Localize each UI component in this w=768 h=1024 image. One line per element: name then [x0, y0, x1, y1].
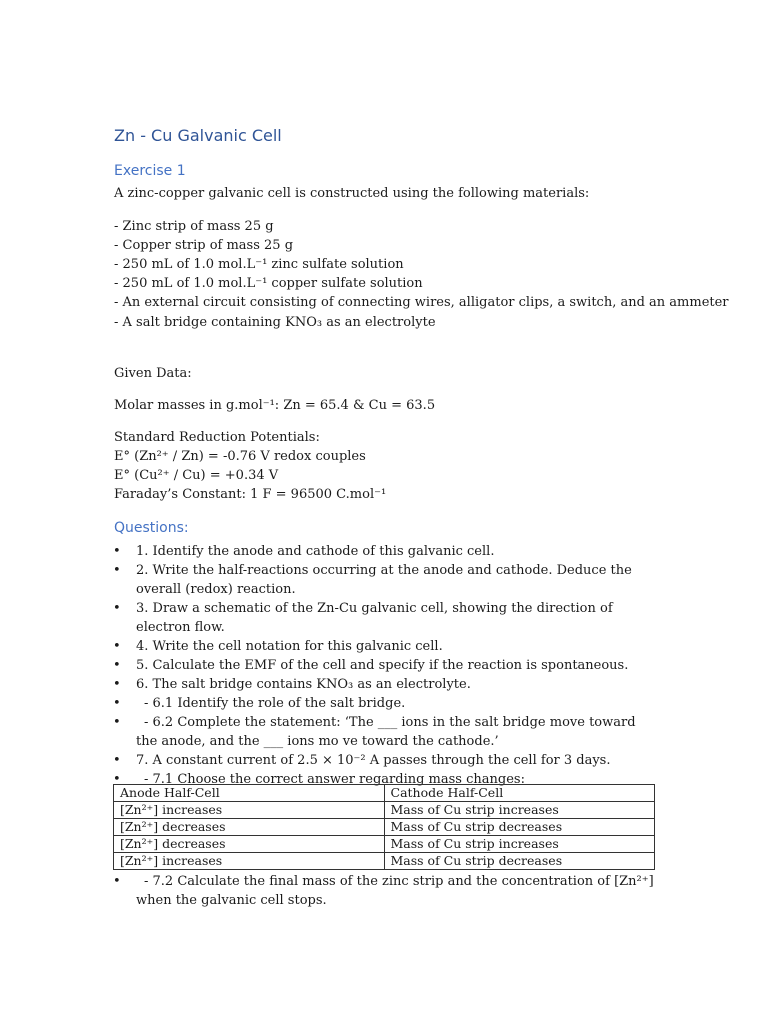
- table-row: [114, 802, 655, 819]
- question-text: - 7.2 Calculate the final mass of the zinc strip and the concentration of [Zn²⁺] when the galvanic cell stops.: [136, 874, 654, 908]
- material-item: - Copper strip of mass 25 g: [114, 238, 294, 253]
- material-item: - An external circuit consisting of connecting wires, alligator clips, a switch, and an ammeter: [114, 295, 729, 310]
- question-text: 6. The salt bridge contains KNO₃ as an electrolyte.: [136, 677, 471, 692]
- mass-changes-table: [113, 784, 655, 870]
- table-cell: Mass of Cu strip increases: [384, 836, 655, 853]
- list-item: [0, 751, 656, 770]
- molar-masses: Molar masses in g.mol⁻¹: Zn = 65.4 & Cu = 63.5: [114, 398, 436, 413]
- document-title: Zn - Cu Galvanic Cell: [114, 126, 282, 145]
- bullet-icon: •: [113, 696, 121, 711]
- question-text: 5. Calculate the EMF of the cell and specify if the reaction is spontaneous.: [136, 658, 629, 673]
- table-cell: [Zn²⁺] increases: [114, 853, 385, 870]
- bullet-icon: •: [113, 772, 121, 787]
- questions-list: [0, 542, 768, 789]
- bullet-icon: •: [113, 563, 121, 578]
- table-cell: Mass of Cu strip increases: [384, 802, 655, 819]
- table-cell: [Zn²⁺] decreases: [114, 819, 385, 836]
- questions-heading: Questions:: [114, 520, 189, 536]
- bullet-icon: •: [113, 677, 121, 692]
- table-row: [114, 853, 655, 870]
- srp-label: Standard Reduction Potentials:: [114, 430, 320, 445]
- bullet-icon: •: [113, 601, 121, 616]
- question-text: 2. Write the half-reactions occurring at the anode and cathode. Deduce the overall (redox) reaction.: [136, 563, 632, 597]
- list-item: [0, 561, 656, 599]
- table-cell: Mass of Cu strip decreases: [384, 853, 655, 870]
- bullet-icon: •: [113, 544, 121, 559]
- list-item: [0, 713, 656, 751]
- table-cell: Mass of Cu strip decreases: [384, 819, 655, 836]
- table-header-row: [114, 785, 655, 802]
- table-header: Anode Half-Cell: [114, 785, 385, 802]
- bullet-icon: •: [113, 753, 121, 768]
- bullet-icon: •: [113, 639, 121, 654]
- bullet-icon: •: [113, 715, 121, 730]
- table-cell: [Zn²⁺] decreases: [114, 836, 385, 853]
- list-item: [0, 872, 656, 910]
- material-item: - 250 mL of 1.0 mol.L⁻¹ copper sulfate solution: [114, 276, 423, 291]
- list-item: [0, 675, 656, 694]
- e-cu: E° (Cu²⁺ / Cu) = +0.34 V: [114, 468, 279, 483]
- bullet-icon: •: [113, 874, 121, 889]
- question-text: 3. Draw a schematic of the Zn-Cu galvanic cell, showing the direction of electron flow.: [136, 601, 613, 635]
- table-row: [114, 819, 655, 836]
- list-item: [0, 694, 656, 713]
- exercise-heading: Exercise 1: [114, 163, 186, 179]
- list-item: [0, 542, 656, 561]
- table-header: Cathode Half-Cell: [384, 785, 655, 802]
- faraday-constant: Faraday’s Constant: 1 F = 96500 C.mol⁻¹: [114, 487, 387, 502]
- given-data-label: Given Data:: [114, 366, 192, 381]
- question-text: 1. Identify the anode and cathode of this galvanic cell.: [136, 544, 495, 559]
- final-question: [0, 872, 768, 910]
- exercise-intro: A zinc-copper galvanic cell is constructed using the following materials:: [114, 186, 590, 201]
- e-zn: E° (Zn²⁺ / Zn) = -0.76 V redox couples: [114, 449, 366, 464]
- table-cell: [Zn²⁺] increases: [114, 802, 385, 819]
- bullet-icon: •: [113, 658, 121, 673]
- question-text: 7. A constant current of 2.5 × 10⁻² A passes through the cell for 3 days.: [136, 753, 611, 768]
- list-item: [0, 637, 656, 656]
- question-text: - 7.1 Choose the correct answer regarding mass changes:: [144, 772, 525, 787]
- list-item: [0, 599, 656, 637]
- material-item: - A salt bridge containing KNO₃ as an electrolyte: [114, 315, 436, 330]
- material-item: - Zinc strip of mass 25 g: [114, 219, 274, 234]
- material-item: - 250 mL of 1.0 mol.L⁻¹ zinc sulfate solution: [114, 257, 404, 272]
- list-item: [0, 656, 656, 675]
- question-text: 4. Write the cell notation for this galvanic cell.: [136, 639, 443, 654]
- question-text: - 6.2 Complete the statement: ‘The ___ ions in the salt bridge move toward the anode, and the ___ ions mo ve toward the cathode.’: [136, 715, 636, 749]
- question-text: - 6.1 Identify the role of the salt bridge.: [144, 696, 406, 711]
- table-row: [114, 836, 655, 853]
